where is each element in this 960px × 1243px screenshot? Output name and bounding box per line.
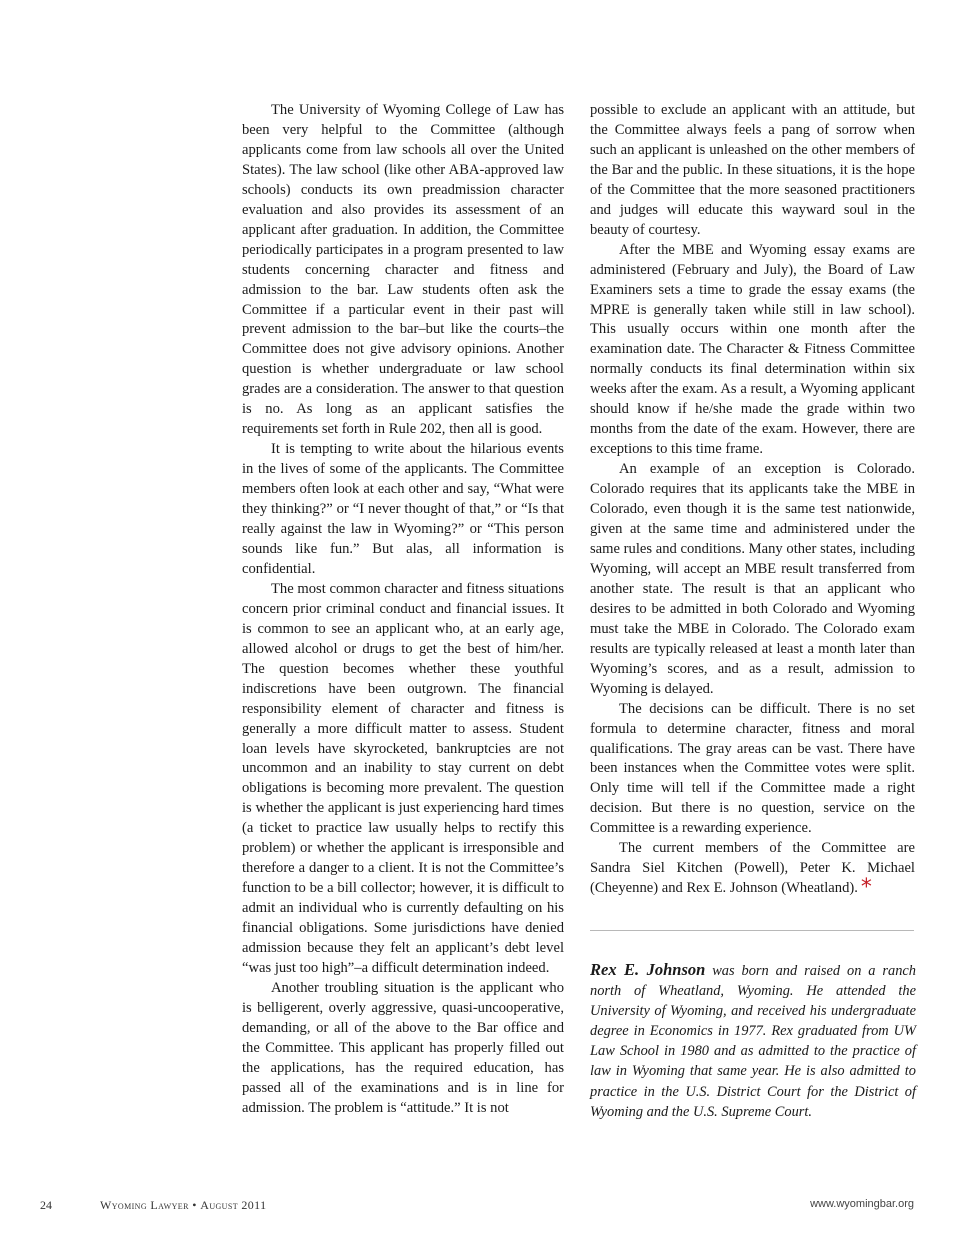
article-column-right xyxy=(590,101,915,899)
paragraph: It is tempting to write about the hilarious events in the lives of some of the applicants. The Committee members often look at each other and say, “What were they thinking?” or “I never thought of that,” or “Is that really against the law in Wyoming?” or “This person sounds like fun.” But alas, all information is confidential. xyxy=(242,441,564,577)
article-column-left xyxy=(242,101,564,1119)
author-bio-text: was born and raised on a ranch north of Wheatland, Wyoming. He attended the University of Wyoming, and received his undergraduate degree in Economics in 1977. Rex graduated from UW Law School in 1980 and as admitted to the practice of law in Wyoming that same year. He is also admitted to practice in the U.S. District Court for the District of Wyoming and the U.S. Supreme Court. xyxy=(590,963,916,1120)
author-bio xyxy=(590,960,916,1122)
paragraph-text: The current members of the Committee are Sandra Siel Kitchen (Powell), Peter K. Michael (Cheyenne) and Rex E. Johnson (Wheatland). xyxy=(590,840,915,897)
page-number: 24 xyxy=(40,1198,52,1212)
paragraph: After the MBE and Wyoming essay exams are administered (February and July), the Board of Law Examiners sets a time to grade the essay exams (the MPRE is generally taken while still in law school). This usually occurs within one month after the examination date. The Character & Fitness Committee normally conducts its final determination within six weeks after the exam. As a result, a Wyoming applicant should know if he/she made the grade within two months from the date of the exam. However, there are exceptions to this time frame. xyxy=(590,241,915,458)
paragraph: An example of an exception is Colorado. Colorado requires that its applicants take the MBE in Colorado, even though it is the same test nationwide, given at the same time and administered under the same rules and conditions. Many other states, including Wyoming, will accept an MBE result transferred from another state. The result is that an applicant who desires to be admitted in both Colorado and Wyoming must take the MBE in Colorado. The Colorado exam results are typically released at least a month later than Wyoming’s scores, and as a result, admission to Wyoming is delayed. xyxy=(590,461,915,697)
footer-url: www.wyomingbar.org xyxy=(810,1198,914,1210)
paragraph: Another troubling situation is the applicant who is belligerent, overly aggressive, quasi-uncooperative, demanding, or all of the above to the Bar office and the Committee. This applicant has properly filled out the applications, has the required education, has passed all of the examinations and is in line for admission. The problem is “attitude.” It is not xyxy=(242,979,564,1116)
publication-name: Wyoming Lawyer xyxy=(100,1198,189,1212)
paragraph: possible to exclude an applicant with an attitude, but the Committee always feels a pang of sorrow when such an applicant is unleashed on the other members of the Bar and the public. In these situations, it is the hope of the Committee that the more seasoned practitioners and judges will educate this wayward soul in the beauty of courtesy. xyxy=(590,102,915,238)
paragraph: The most common character and fitness situations concern prior criminal conduct and financial issues. It is common to see an applicant who, at an early age, allowed alcohol or drugs to get the best of him/her. The question becomes whether these youthful indiscretions have been outgrown. The financial responsibility element of character and fitness is generally a more difficult matter to assess. Student loan levels have skyrocketed, bankruptcies are not uncommon and an inability to stay current on debt obligations is becoming more prevalent. The question is whether the applicant is just experiencing hard times (a ticket to practice law usually helps to rectify this problem) or whether the applicant is irresponsible and therefore a danger to a client. It is not the Committee’s function to be a bill collector; however, it is difficult to admit an individual who is currently defaulting on his financial obligations. Some jurisdictions have denied admission because they felt an applicant’s debt level “was just too high”–a difficult determination indeed. xyxy=(242,580,564,976)
running-title xyxy=(100,1198,267,1214)
end-of-article-mark-icon: * xyxy=(860,875,872,901)
separator: • xyxy=(188,1198,201,1212)
paragraph: The decisions can be difficult. There is no set formula to determine character, fitness and moral qualifications. The gray areas can be vast. There have been instances when the Committee votes were split. Only time will tell if the Committee made a right decision. But there is no question, service on the Committee is a rewarding experience. xyxy=(590,700,915,837)
paragraph: The University of Wyoming College of Law has been very helpful to the Committee (although applicants come from law schools all over the United States). The law school (like other ABA-approved law schools) conducts its own preadmission character evaluation and also provides its assessment of an applicant after graduation. In addition, the Committee periodically participates in a program presented to law students concerning character and fitness and admission to the bar. Law students often ask the Committee if a particular event in their past will prevent admission to the bar–but like the courts–the Committee does not give advisory opinions. Another question is whether undergraduate or law school grades are a consideration. The answer to that question is no. As long as an applicant satisfies the requirements set forth in Rule 202, then all is good. xyxy=(242,102,564,438)
divider xyxy=(590,930,914,931)
issue-date: August 2011 xyxy=(200,1198,267,1212)
author-name: Rex E. Johnson xyxy=(590,960,706,979)
paragraph-final xyxy=(590,839,915,899)
